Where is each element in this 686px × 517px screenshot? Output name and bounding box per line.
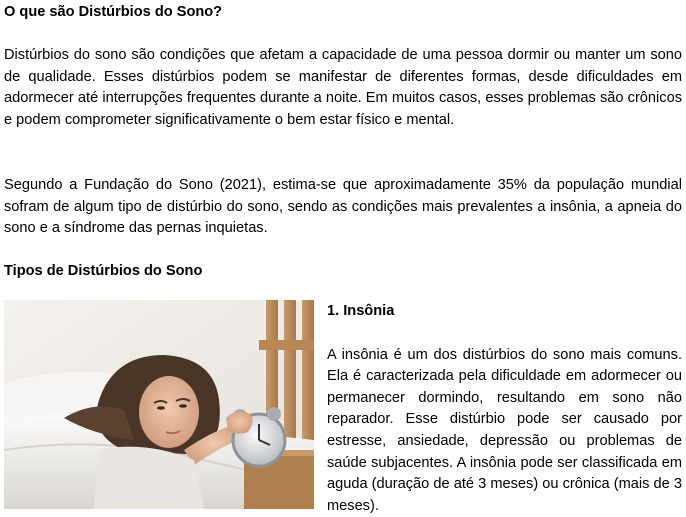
woman-alarm-clock-photo [4, 300, 314, 509]
insomnia-paragraph: A insônia é um dos distúrbios do sono mais comuns. Ela é caracterizada pela dificuldade em adormecer ou permanecer dormindo, resultando em sono não reparador. Esse distúrbio pode ser causado por estresse, ansiedade, depressão ou problemas de saúde subjacentes. A insônia pode ser classificada em aguda (duração de até 3 meses) ou crônica (mais de 3 meses). [327, 346, 682, 514]
statistics-paragraph: Segundo a Fundação do Sono (2021), estima-se que aproximadamente 35% da população mundial sofram de algum tipo de distúrbio do sono, sendo as condições mais prevalentes a insônia, a apneia do sono e a síndrome das pernas inquietas. [4, 177, 682, 237]
heading-sleep-disorders: O que são Distúrbios do Sono? [4, 4, 223, 20]
insomnia-section [327, 301, 682, 517]
intro-paragraph: Distúrbios do sono são condições que afetam a capacidade de uma pessoa dormir ou manter um sono de qualidade. Esses distúrbios podem se manifestar de diferentes formas, desde dificuldades em adormecer até interrupções frequentes durante a noite. Em muitos casos, esses problemas são crônicos e podem comprometer significativamente o bem estar físico e mental. [4, 47, 682, 128]
heading-types: Tipos de Distúrbios do Sono [4, 263, 203, 279]
heading-insomnia: 1. Insônia [327, 303, 395, 319]
